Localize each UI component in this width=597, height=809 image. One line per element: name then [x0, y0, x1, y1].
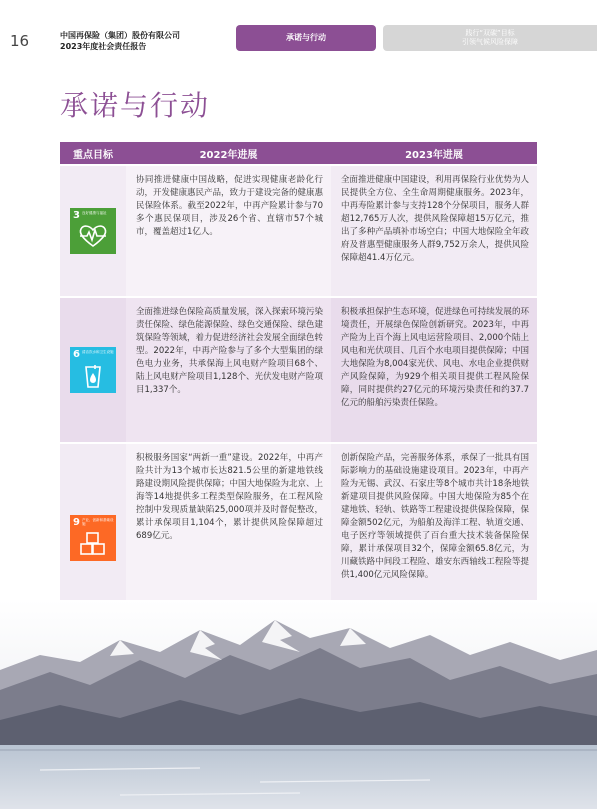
progress-2022: 积极服务国家“两新一重”建设。2022年，中再产险共计为13个城市长达821.5公里的新建地铁线路建设期风险提供保障；中国大地保险为北京、上海等14地提供多工程类型保险服务，在工程风险控制中发现质量缺陷25,000项并及时督促整改，累计承保项目1,104个，累计提供风险保障超过689亿元。 [126, 444, 331, 632]
heartbeat-icon [78, 224, 108, 248]
tab-dual-carbon[interactable] [383, 25, 597, 51]
progress-2022: 全面推进绿色保险高质量发展，深入探索环境污染责任保险、绿色能源保险、绿色交通保险、绿色建筑保险等领域，着力促进经济社会发展全面绿色转型。2022年，中再产险参与了多个大型集团的绿色电力业务，共承保海上风电财产险项目68个、陆上风电财产险项目1,128个、光伏发电财产险项目1,337个。 [126, 298, 331, 442]
progress-2023: 全面推进健康中国建设，利用再保险行业优势为人民提供全方位、全生命周期健康服务。2023年，中再寿险累计参与支持128个分保项目，服务人群超12,765万人次，提供风险保障超15万亿元，推出了多种产品填补市场空白；中国大地保险全年政府及普惠型健康服务人群9,752万余人，提供风险保障超41.4万亿元。 [331, 166, 537, 296]
sdg9-badge [70, 515, 116, 561]
company-name: 中国再保险（集团）股份有限公司 [60, 31, 180, 40]
sdg6-badge [70, 347, 116, 393]
mountain-lake-background [0, 600, 597, 809]
water-glass-icon [78, 363, 108, 389]
sdg-number: 9 [73, 517, 80, 528]
header-2023: 2023年进展 [405, 149, 463, 161]
sdg3-badge [70, 208, 116, 254]
page-title: 承诺与行动 [60, 89, 211, 122]
progress-2023: 积极承担保护生态环境，促进绿色可持续发展的环境责任，开展绿色保险创新研究。2023年，中再产险为上百个海上风电运营险项目、2,000个陆上风电和光伏项目、几百个水电项目提供保障；中国大地保险为8,004家光伏、风电、水电企业提供财产风险保障，为929个相关项目提供工程风险保障，同时提供约27亿元的环境污染责任和约37.7亿元的船舶污染责任保险。 [331, 298, 537, 442]
cubes-icon [78, 531, 108, 557]
sdg-label: 产业、创新和基础设施 [82, 518, 114, 526]
sdg-number: 6 [73, 349, 80, 360]
table-row [60, 298, 537, 442]
sdg-number: 3 [73, 210, 80, 221]
report-name: 2023年度社会责任报告 [60, 42, 147, 51]
tab-dual-carbon-line1: 践行“双碳”目标 [465, 29, 515, 37]
company-header [60, 30, 180, 52]
goal-cell [60, 298, 126, 442]
tab-dual-carbon-line2: 引领气候风险保障 [462, 38, 518, 46]
header-goal: 重点目标 [73, 149, 113, 161]
table-header [60, 142, 537, 164]
page-number: 16 [10, 32, 30, 50]
goal-cell [60, 166, 126, 296]
progress-2022: 协同推进健康中国战略，促进实现健康老龄化行动，开发健康惠民产品，致力于建设完备的健康惠民保险体系。截至2022年，中再产险累计参与70多个惠民保项目，涉及26个省、直辖市57个城市，覆盖超过1亿人。 [126, 166, 331, 296]
sdg-label: 清洁饮水和卫生设施 [82, 350, 114, 354]
header-2022: 2022年进展 [199, 149, 258, 161]
progress-table [60, 142, 537, 632]
progress-2023: 创新保险产品，完善服务体系，承保了一批具有国际影响力的基础设施建设项目。2023年，中再产险为无锡、武汉、石家庄等8个城市共计18条地铁新建项目提供风险保障。中国大地保险为85个在建地铁、轻轨、铁路等工程建设提供保险保障，保障金额502亿元，为船舶及海洋工程、轨道交通、电子医疗等领域提供了百台重大技术装备保险保障，累计承保项目32个，保障金额65.8亿元，为川藏铁路中间段工程险、雄安东西轴线工程险等提供1,400亿元风险保障。 [331, 444, 537, 632]
sdg-label: 良好健康与福祉 [82, 211, 107, 215]
tab-commitment-action[interactable]: 承诺与行动 [236, 25, 376, 51]
table-row [60, 166, 537, 296]
